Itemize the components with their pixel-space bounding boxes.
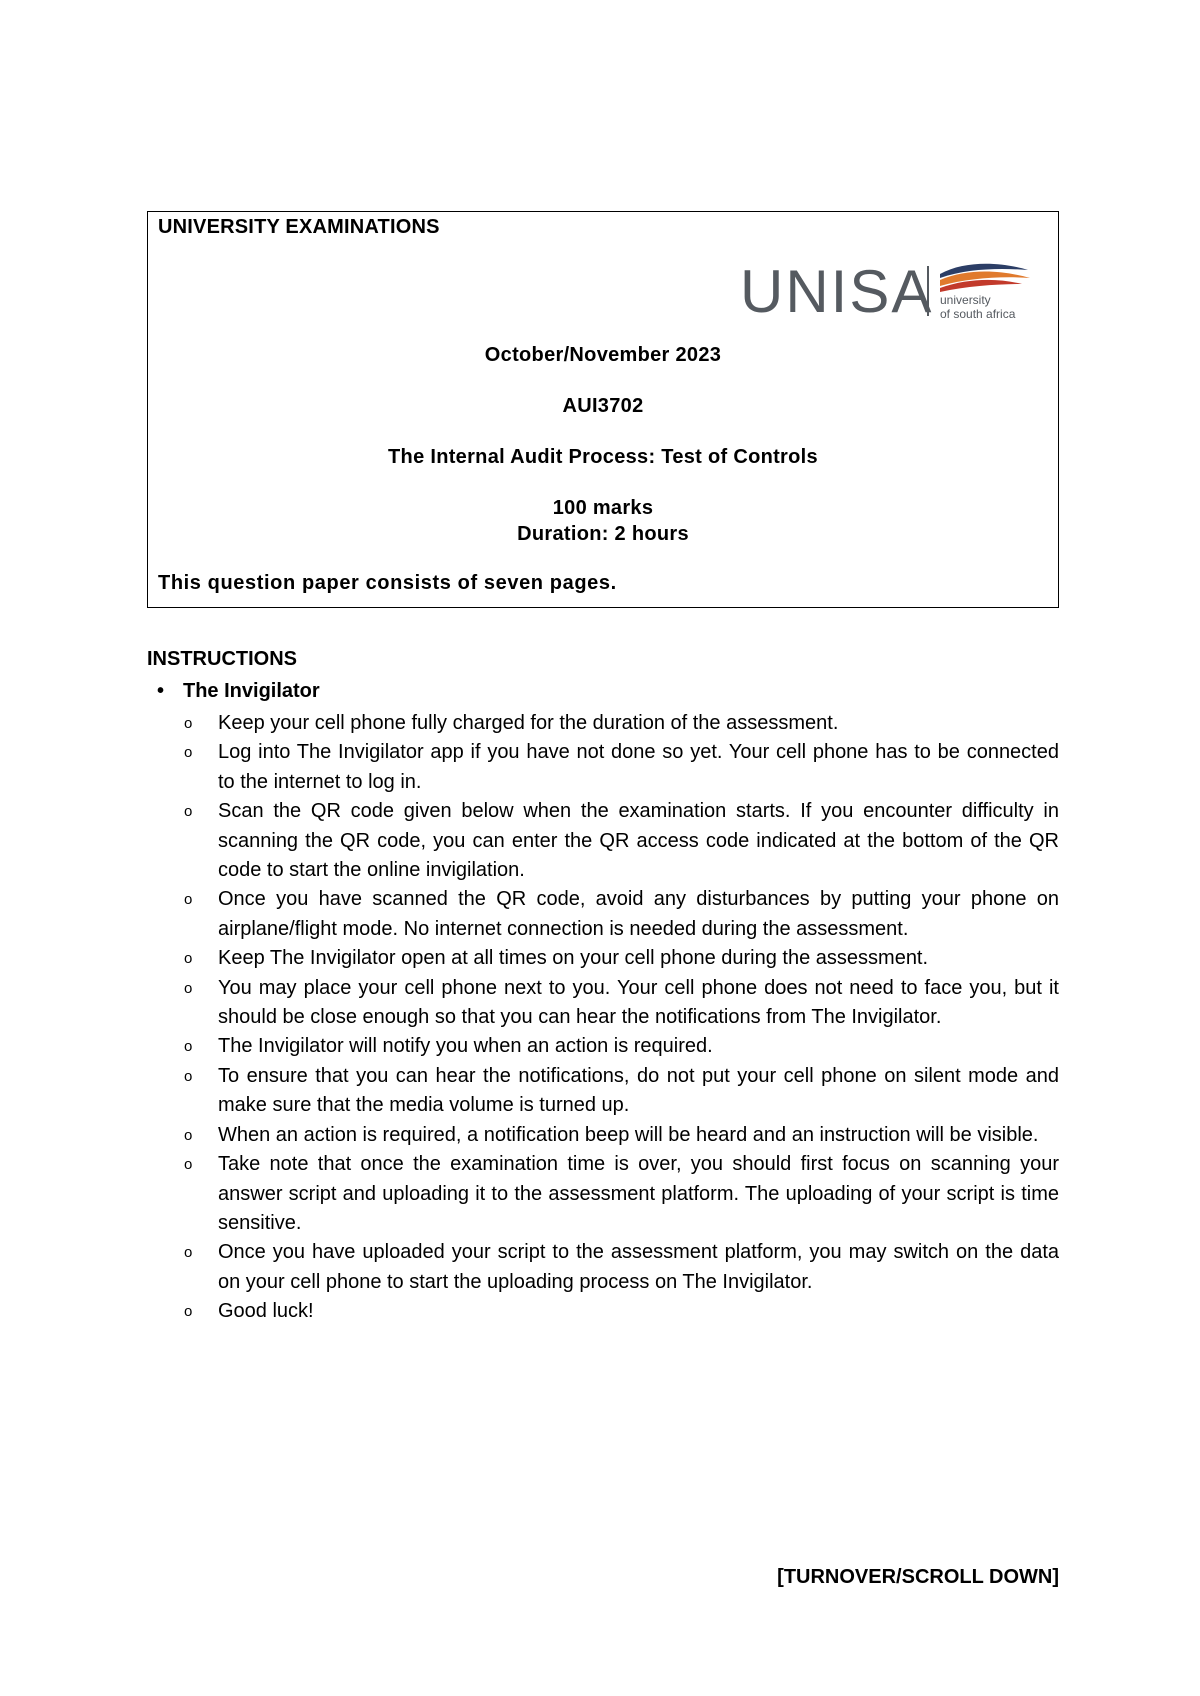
list-item	[184, 1238, 1059, 1297]
instruction-text: The Invigilator will notify you when an action is required.	[218, 1035, 713, 1058]
list-item	[184, 709, 1059, 738]
sub-bullet-icon: o	[184, 1303, 193, 1321]
list-item	[184, 1121, 1059, 1150]
invigilator-instructions-list	[184, 709, 1059, 1327]
logo-tagline-line2: of south africa	[940, 307, 1016, 321]
list-item	[184, 738, 1059, 797]
invigilator-section-label: The Invigilator	[183, 680, 320, 702]
instruction-text: Keep The Invigilator open at all times on your cell phone during the assessment.	[218, 947, 929, 970]
unisa-logo	[740, 248, 1040, 328]
list-item	[184, 885, 1059, 944]
instruction-text: Keep your cell phone fully charged for the duration of the assessment.	[218, 712, 839, 734]
list-item	[184, 1062, 1059, 1121]
exam-cover-box	[147, 211, 1059, 608]
exam-session: October/November 2023	[484, 344, 722, 366]
sub-bullet-icon: o	[184, 1244, 193, 1262]
exam-duration: Duration: 2 hours	[517, 523, 689, 545]
instruction-text: Take note that once the examination time is over, you should first focus on scanning your answer script and uploading it to the assessment platform. The uploading of your script is time sensitive.	[218, 1153, 1059, 1234]
list-item	[184, 797, 1059, 885]
total-marks: 100 marks	[552, 497, 654, 519]
logo-tagline-line1: university	[940, 293, 991, 307]
sub-bullet-icon: o	[184, 803, 193, 821]
module-title: The Internal Audit Process: Test of Controls	[388, 446, 818, 468]
instruction-text: You may place your cell phone next to you. Your cell phone does not need to face you, but it should be close enough so that you can hear the notifications from The Invigilator.	[218, 976, 1059, 1029]
list-item	[184, 974, 1059, 1033]
instruction-text: Log into The Invigilator app if you have not done so yet. Your cell phone has to be connected to the internet to log in.	[218, 741, 1059, 793]
sub-bullet-icon: o	[184, 979, 193, 997]
bullet-icon: •	[157, 680, 165, 702]
sub-bullet-icon: o	[184, 1067, 193, 1085]
sub-bullet-icon: o	[184, 1156, 193, 1174]
list-item	[184, 1032, 1059, 1061]
instruction-text: Once you have scanned the QR code, avoid any disturbances by putting your phone on airplane/flight mode. No internet connection is needed during the assessment.	[218, 888, 1059, 940]
sub-bullet-icon: o	[184, 950, 193, 968]
instruction-text: Once you have uploaded your script to the assessment platform, you may switch on the data on your cell phone to start the uploading process on The Invigilator.	[218, 1241, 1059, 1293]
instruction-text: Scan the QR code given below when the examination starts. If you encounter difficulty in scanning the QR code, you can enter the QR access code indicated at the bottom of the QR code to start the online invigilation.	[218, 800, 1059, 882]
unisa-wordmark: UNISA	[740, 258, 934, 325]
instruction-text: When an action is required, a notification beep will be heard and an instruction will be visible.	[218, 1123, 1039, 1146]
sub-bullet-icon: o	[184, 891, 193, 909]
sub-bullet-icon: o	[184, 1126, 193, 1144]
module-code: AUI3702	[562, 395, 644, 417]
page-count-note: This question paper consists of seven pages.	[158, 572, 617, 594]
sub-bullet-icon: o	[184, 744, 193, 762]
turnover-note: [TURNOVER/SCROLL DOWN]	[777, 1566, 1059, 1588]
sub-bullet-icon: o	[184, 1038, 193, 1056]
instruction-text: Good luck!	[218, 1300, 314, 1323]
list-item	[184, 1150, 1059, 1238]
list-item	[184, 944, 1059, 973]
sub-bullet-icon: o	[184, 715, 193, 732]
instruction-text: To ensure that you can hear the notifications, do not put your cell phone on silent mode and make sure that the media volume is turned up.	[218, 1064, 1059, 1117]
instructions-heading: INSTRUCTIONS	[147, 648, 297, 670]
exam-heading: UNIVERSITY EXAMINATIONS	[158, 216, 440, 238]
list-item	[184, 1297, 1059, 1326]
